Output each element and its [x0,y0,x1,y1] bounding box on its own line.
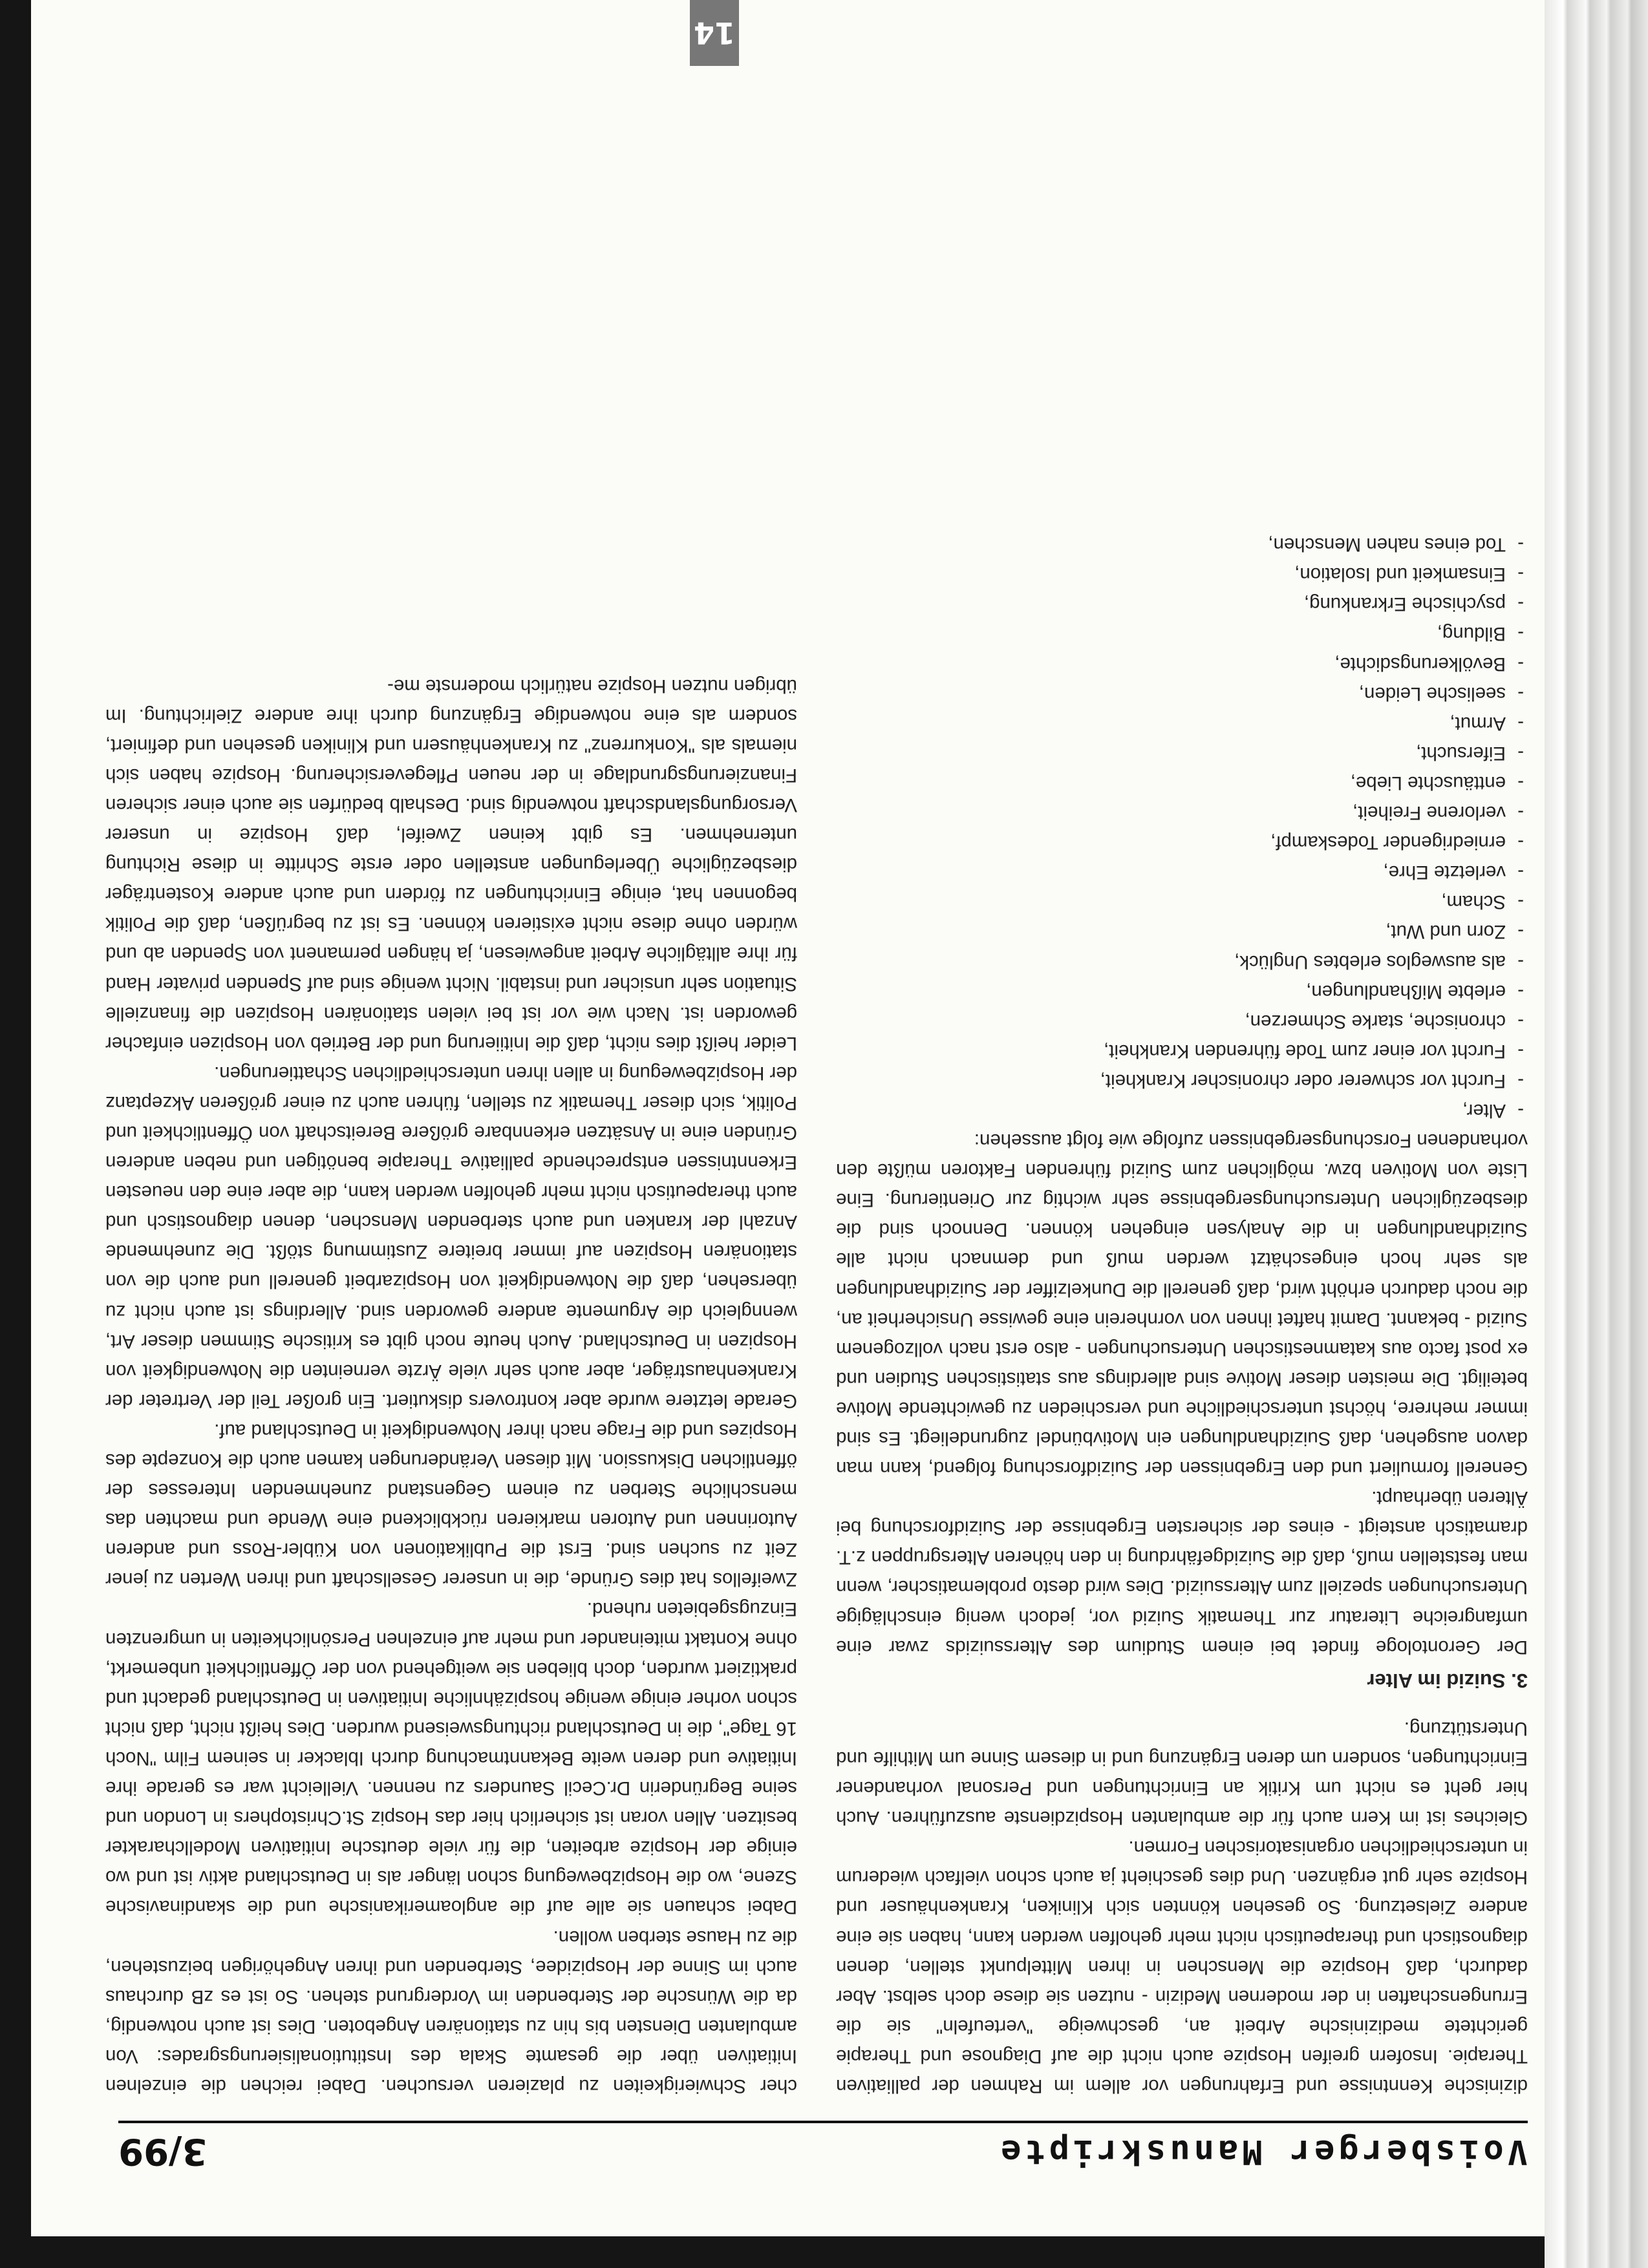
page-header [118,2121,1528,2175]
paragraph: Gleiches ist im Kern auch für die ambulanten Hospizdienste auszuführen. Auch hier geht es nicht um Kritik an Einrichtungen und Personal vorhandener Einrichtungen, sondern um deren Ergänzung und in diesem Sinne um Mithilfe und Unterstützung. [836,1717,1528,1829]
list-item: - Armut, [836,708,1528,738]
paragraph: Gerade letztere wurde aber kontrovers diskutiert. Ein großer Teil der Vertreter der Krankenhausträger, aber auch sehr viele Ärzte verneinten die Notwendigkeit von Hospizen in Deutschland. Auch heute noch gibt es kritische Stimmen dieser Art, wenngleich die Argumente andere geworden sind. Allerdings ist auch nicht zu übersehen, daß die Notwendigkeit von Hospizarbeit generell und auch die von stationären Hospizen auf immer breitere Zustimmung stößt. Die zunehmende Anzahl der kranken und auch sterbenden Menschen, denen diagnostisch und auch therapeutisch nicht mehr geholfen werden kann, die aber eine den neuesten Erkenntnissen entsprechende palliative Therapie benötigen und neben anderen Gründen eine in Ansätzen erkennbare größere Bereitschaft von Öffentlichkeit und Politik, sich dieser Thematik zu stellen, führen auch zu einer größeren Akzeptanz der Hospizbewegung in allen ihren unterschiedlichen Schattierungen. [105,1062,797,1412]
issue-number: 3/99 [118,2130,208,2172]
list-item: - chronische, starke Schmerzen, [836,1006,1528,1036]
list-item: - verlorene Freiheit, [836,798,1528,827]
upside-down-content [31,0,1576,2236]
list-item: - als ausweglos erlebtes Unglück, [836,946,1528,976]
paragraph: dizinische Kenntnisse und Erfahrungen vor allem im Rahmen der palliativen Therapie. Insofern greifen Hospize auch nicht die auf Diagnose und Therapie gerichtete medizinische Arbeit an, geschweige "verteufeln" sie die Errungenschaften in der modernen Medizin - nutzen sie diese doch selbst. Aber dadurch, daß Hospize die Menschen in ihren Mittelpunkt stellen, denen diagnostisch und therapeutisch nicht mehr geholfen werden kann, haben sie eine andere Zielsetzung. So gesehen könnten sich Kliniken, Krankenhäuser und Hospize sehr gut ergänzen. Und dies geschieht ja auch schon vielfach wiederum in unterschiedlichen organisatorischen Formen. [836,1837,1528,2097]
list-item: - Alter, [836,1096,1528,1125]
list-item: - enttäuschte Liebe, [836,768,1528,798]
journal-title: Voisberger Manuskripte [997,2132,1528,2171]
list-item: - Tod eines nahen Menschen, [836,529,1528,559]
list-item: - Bildung, [836,619,1528,648]
motive-list [836,529,1528,1125]
paragraph: Leider heißt dies nicht, daß die Initiierung und der Betrieb von Hospizen einfacher geworden ist. Nach wie vor ist bei vielen stationären Hospizen die finanzielle Situation sehr unsicher und instabil. Nicht wenige sind auf Spenden privater Hand für ihre alltägliche Arbeit angewiesen, ja hängen permanent von Spenden ab und würden ohne diese nicht existieren können. Es ist zu begrüßen, daß die Politik begonnen hat, einige Einrichtungen zu fördern und auch andere Kostenträger diesbezügliche Überlegungen anstellen oder erste Schritte in diese Richtung unternehmen. Es gibt keinen Zweifel, daß Hospize in unserer Versorgungslandschaft notwendig sind. Deshalb bedürfen sie auch einer sicheren Finanzierungsgrundlage in der neuen Pflegeversicherung. Hospize haben sich niemals als "Konkurrenz" zu Krankenhäusern und Kliniken gesehen und definiert, sondern als eine notwendige Ergänzung durch ihre andere Zielrichtung. Im übrigen nutzen Hospize natürlich modernste me- [105,675,797,1054]
paragraph: Dabei schauen sie alle auf die angloamerikanische und die skandinavische Szene, wo die Hospizbewegung schon länger als in Deutschland aktiv ist und wo einige der Hospize arbeiten, die für viele deutsche Initiativen Modellcharakter besitzen. Allen voran ist sicherlich hier das Hospiz St.Christophers in London und seine Begründerin Dr.Cecil Saunders zu nennen. Vielleicht war es gerade ihre Initiative und deren weite Bekanntmachung durch Iblacker in seinem Film "Noch 16 Tage", die in Deutschland richtungsweisend wurden. Dies heißt nicht, daß nicht schon vorher einige wenige hospizähnliche Initiativen in Deutschland gedacht und praktiziert wurden, doch blieben sie weitgehend von der Öffentlichkeit unbemerkt, ohne Kontakt miteinander und mehr auf einzelnen Persönlichkeiten in umgrenzten Einzugsgebieten ruhend. [105,1598,797,1918]
list-item: - psychische Erkrankung, [836,589,1528,619]
right-column [105,671,797,2101]
list-item: - erlebte Mißhandlungen, [836,977,1528,1006]
list-item: - Furcht vor schwerer oder chronischer Krankheit, [836,1066,1528,1096]
section-title: 3. Suizid im Alter [1367,1669,1528,1692]
stacked-page-edges [1545,0,1648,2268]
page-number: 14 [694,16,736,50]
list-item: - Eifersucht, [836,738,1528,768]
paragraph: Generell formuliert und den Ergebnissen der Suizidforschung folgend, kann man davon ausgehen, daß Suizidhandlungen ein Motivbündel zugrundeliegt. Es sind immer mehrere, höchst unterschiedliche und verschieden zu gewichtende Motive beteiligt. Die meisten dieser Motive sind allerdings aus statistischen Studien und ex post facto aus katamnestischen Untersuchungen - also erst nach vollzogenem Suizid - bekannt. Damit haftet ihnen von vornherein eine gewisse Unsicherheit an, die noch dadurch erhöht wird, daß generell die Dunkelziffer der Suizidhandlungen als sehr hoch eingeschätzt werden muß und demnach nicht alle Suizidhandlungen in die Analysen eingehen können. Dennoch sind die diesbezüglichen Untersuchungsergebnisse sehr wichtig zur Orientierung. Eine Liste von Motiven bzw. möglichen zum Suizid führenden Faktoren müßte den vorhandenen Forschungsergebnissen zufolge wie folgt aussehen: [836,1130,1528,1479]
list-item: - Bevölkerungsdichte, [836,649,1528,679]
left-column [836,529,1528,2101]
scanned-page [31,0,1576,2236]
paragraph: cher Schwierigkeiten zu plazieren versuchen. Dabei reichen die einzelnen Initiativen über die gesamte Skala des Institutionalisierungsgrades: Von ambulanten Diensten bis hin zu stationären Angeboten. Dies ist auch notwendig, da die Wünsche der Sterbenden im Vordergrund stehen. So ist es zB durchaus auch im Sinne der Hospizidee, Sterbenden und ihren Angehörigen beizustehen, die zu Hause sterben wollen. [105,1926,797,2097]
paragraph: Zweifellos hat dies Gründe, die in unserer Gesellschaft und ihren Werten zu jener Zeit zu suchen sind. Erst die Publikationen von Kübler-Ross und anderen Autorinnen und Autoren markieren rückblickend eine Wende und machten das menschliche Sterben zu einem Gegenstand zunehmenden Interesses der öffentlichen Diskussion. Mit diesen Veränderungen kamen auch die Konzepte des Hospizes und die Frage nach ihrer Notwendigkeit in Deutschland auf. [105,1419,797,1591]
paragraph: Der Gerontologe findet bei einem Studium des Alterssuizids zwar eine umfangreiche Literatur zur Thematik Suizid vor, jedoch wenig einschlägige Untersuchungen speziell zum Alterssuizid. Dies wird desto problematischer, wenn man feststellen muß, daß die Suizidgefährdung in den höheren Altersgruppen z.T. dramatisch ansteigt - eines der sichersten Ergebnisse der Suizidforschung bei Älteren überhaupt. [836,1487,1528,1658]
spacer [836,1695,1528,1713]
page-number-tab [690,0,739,66]
list-item: - Furcht vor einer zum Tode führenden Krankheit, [836,1036,1528,1066]
list-item: - Scham, [836,887,1528,917]
list-item: - verletzte Ehre, [836,857,1528,887]
list-item: - Einsamkeit und Isolation, [836,559,1528,589]
list-item: - seelische Leiden, [836,679,1528,708]
list-item: - erniedrigender Todeskampf, [836,827,1528,857]
list-item: - Zorn und Wut, [836,917,1528,946]
